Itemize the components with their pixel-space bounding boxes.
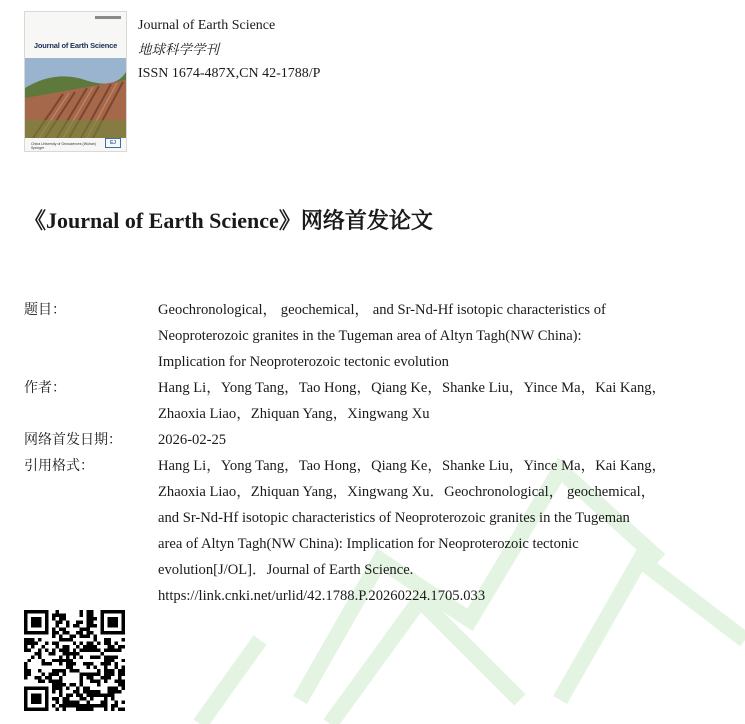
- cover-title: Journal of Earth Science: [33, 41, 118, 50]
- title-label: 题目：: [24, 302, 66, 318]
- journal-info: [138, 14, 320, 86]
- citation-url[interactable]: https://link.cnki.net/urlid/42.1788.P.20260224.1705.033: [158, 588, 486, 604]
- date-value: [158, 427, 713, 453]
- authors-line: Zhaoxia Liao，Zhiquan Yang，Xingwang Xu: [158, 406, 430, 422]
- authors-label: 作者：: [24, 380, 66, 396]
- title-line: Geochronological， geochemical， and Sr-Nd-Hf isotopic characteristics of: [158, 302, 606, 318]
- cover-publisher-springer: Springer: [31, 146, 45, 150]
- page-heading: 《Journal of Earth Science》网络首发论文: [24, 208, 433, 233]
- cover-badge: EJ: [105, 138, 121, 148]
- citation-line: area of Altyn Tagh(NW China): Implication for Neoproterozoic tectonic: [158, 536, 579, 552]
- journal-name-cn: 地球科学学刊: [138, 42, 219, 58]
- cover-publisher-university: China University of Geosciences (Wuhan): [31, 142, 96, 146]
- authors-line: Hang Li，Yong Tang，Tao Hong，Qiang Ke，Shanke Liu，Yince Ma，Kai Kang，: [158, 380, 667, 396]
- journal-issn: ISSN 1674-487X,CN 42-1788/P: [138, 66, 321, 81]
- citation-line: and Sr-Nd-Hf isotopic characteristics of Neoproterozoic granites in the Tugeman: [158, 510, 630, 526]
- date-text: 2026-02-25: [158, 432, 227, 448]
- title-line: Neoproterozoic granites in the Tugeman area of Altyn Tagh(NW China):: [158, 328, 582, 344]
- journal-name-en: Journal of Earth Science: [138, 18, 276, 33]
- journal-cover-image: [24, 11, 127, 152]
- title-line: Implication for Neoproterozoic tectonic evolution: [158, 354, 449, 370]
- citation-label: 引用格式：: [24, 458, 94, 474]
- citation-line: Hang Li，Yong Tang，Tao Hong，Qiang Ke，Shanke Liu，Yince Ma，Kai Kang，: [158, 458, 667, 474]
- citation-line: Zhaoxia Liao，Zhiquan Yang，Xingwang Xu．Geochronological， geochemical，: [158, 484, 656, 500]
- qr-code-icon[interactable]: [24, 610, 125, 711]
- cover-publisher: [31, 142, 96, 150]
- cover-photo: [25, 58, 126, 138]
- title-value: [158, 297, 713, 375]
- date-label: 网络首发日期：: [24, 432, 122, 448]
- cover-rule: [95, 16, 121, 19]
- citation-line: evolution[J/OL]．Journal of Earth Science.: [158, 562, 414, 578]
- authors-value: [158, 375, 713, 427]
- citation-value: [158, 453, 713, 609]
